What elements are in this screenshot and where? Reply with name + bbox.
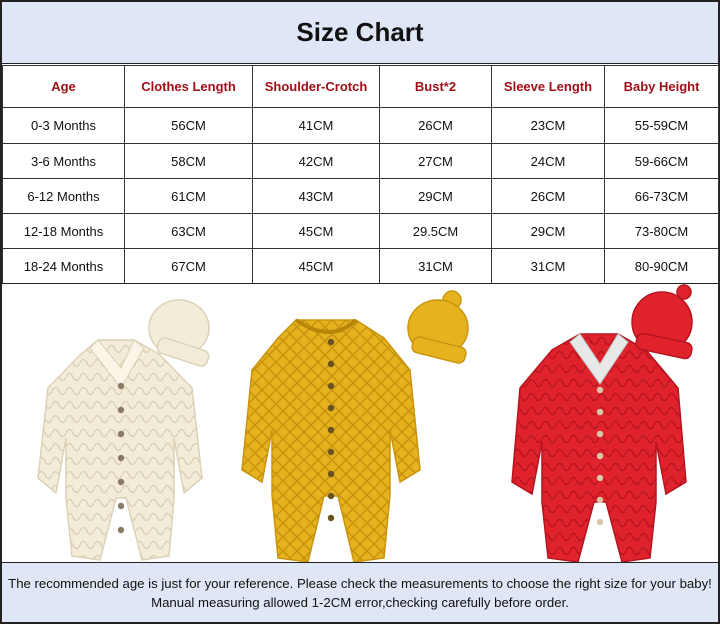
cell-sleeve-length: 26CM [492, 179, 605, 214]
cell-shoulder-crotch: 42CM [253, 144, 380, 179]
romper-button [597, 475, 603, 481]
cell-age: 6-12 Months [3, 179, 125, 214]
table-row [3, 179, 719, 214]
romper-button [328, 339, 334, 345]
romper-button [118, 527, 124, 533]
footer-line-1: The recommended age is just for your reference. Please check the measurements to choose the right size for your baby! [8, 575, 712, 591]
cell-age: 3-6 Months [3, 144, 125, 179]
romper-button [328, 361, 334, 367]
table-row [3, 144, 719, 179]
header-bust: Bust*2 [380, 66, 492, 108]
cell-shoulder-crotch: 45CM [253, 214, 380, 249]
cell-age: 0-3 Months [3, 108, 125, 144]
romper-button [328, 515, 334, 521]
cell-clothes-length: 56CM [125, 108, 253, 144]
romper-button [118, 479, 124, 485]
cell-clothes-length: 67CM [125, 249, 253, 284]
cell-baby-height: 66-73CM [605, 179, 719, 214]
romper-button [328, 405, 334, 411]
romper-button [597, 497, 603, 503]
title-band [2, 2, 718, 64]
romper-button [597, 387, 603, 393]
hat-red [632, 285, 693, 360]
page-title: Size Chart [296, 17, 424, 47]
romper-yellow-texture [242, 320, 420, 562]
romper-button [597, 409, 603, 415]
cell-clothes-length: 58CM [125, 144, 253, 179]
hat-yellow [408, 291, 468, 364]
table-row [3, 108, 719, 144]
footer-note [2, 562, 718, 622]
romper-button [597, 431, 603, 437]
header-age: Age [3, 66, 125, 108]
cell-bust: 29CM [380, 179, 492, 214]
romper-yellow [242, 320, 420, 562]
table-row [3, 249, 719, 284]
cell-shoulder-crotch: 41CM [253, 108, 380, 144]
romper-button [328, 383, 334, 389]
cell-sleeve-length: 29CM [492, 214, 605, 249]
romper-red [512, 334, 686, 562]
header-baby-height: Baby Height [605, 66, 719, 108]
cell-clothes-length: 63CM [125, 214, 253, 249]
cell-bust: 26CM [380, 108, 492, 144]
product-photos [2, 283, 718, 562]
cell-sleeve-length: 23CM [492, 108, 605, 144]
cell-baby-height: 59-66CM [605, 144, 719, 179]
cell-baby-height: 73-80CM [605, 214, 719, 249]
romper-button [328, 427, 334, 433]
cell-shoulder-crotch: 45CM [253, 249, 380, 284]
romper-button [118, 503, 124, 509]
cell-bust: 29.5CM [380, 214, 492, 249]
product-photos-svg [2, 284, 718, 563]
cell-baby-height: 80-90CM [605, 249, 719, 284]
cell-sleeve-length: 24CM [492, 144, 605, 179]
romper-button [118, 431, 124, 437]
romper-button [328, 493, 334, 499]
cell-age: 12-18 Months [3, 214, 125, 249]
romper-button [118, 455, 124, 461]
footer-line-2: Manual measuring allowed 1-2CM error,checking carefully before order. [151, 594, 569, 610]
header-clothes-length: Clothes Length [125, 66, 253, 108]
romper-yellow-buttons [328, 339, 334, 521]
romper-button [597, 519, 603, 525]
cell-baby-height: 55-59CM [605, 108, 719, 144]
table-row [3, 214, 719, 249]
cell-bust: 31CM [380, 249, 492, 284]
table-header-row [3, 66, 719, 108]
romper-cream [38, 340, 202, 560]
cell-shoulder-crotch: 43CM [253, 179, 380, 214]
cell-sleeve-length: 31CM [492, 249, 605, 284]
romper-button [328, 471, 334, 477]
header-shoulder-crotch: Shoulder-Crotch [253, 66, 380, 108]
romper-button [328, 449, 334, 455]
size-table [2, 65, 719, 284]
cell-clothes-length: 61CM [125, 179, 253, 214]
romper-button [597, 453, 603, 459]
cell-bust: 27CM [380, 144, 492, 179]
romper-button [118, 407, 124, 413]
header-sleeve-length: Sleeve Length [492, 66, 605, 108]
cell-age: 18-24 Months [3, 249, 125, 284]
romper-button [118, 383, 124, 389]
